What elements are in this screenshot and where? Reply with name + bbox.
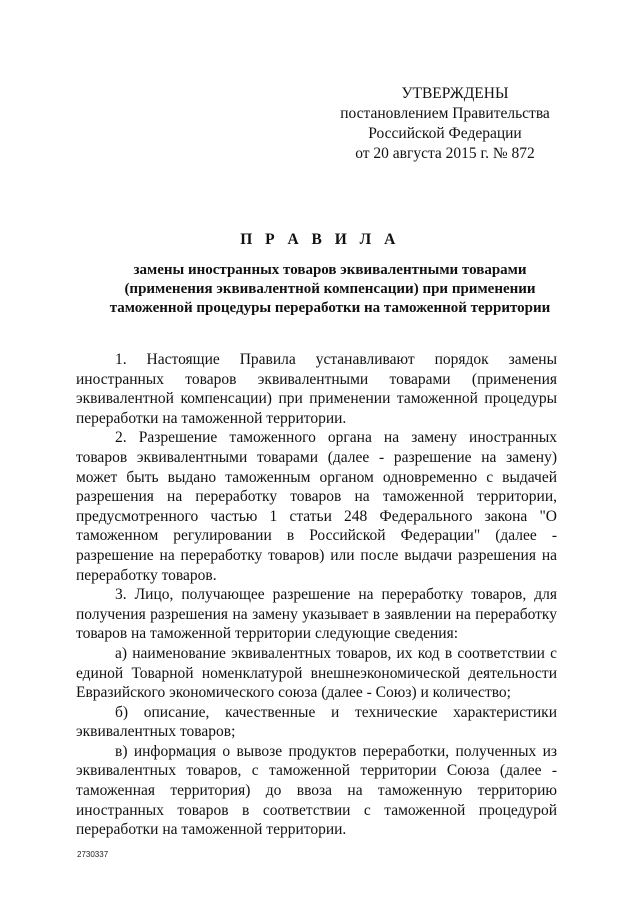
approval-block [330, 84, 560, 164]
paragraph-2: 2. Разрешение таможенного органа на замену иностранных товаров эквивалентными товарами (далее - разрешение на замену) может быть выдано таможенным органом одновременно с выдачей разрешения на переработку товаров на таможенной территории, предусмотренного частью 1 статьи 248 Федерального закона "О таможенном регулировании в Российской Федерации" (далее - разрешение на переработку товаров) или после выдачи разрешения на переработку товаров. [76, 429, 557, 584]
document-code: 2730337 [77, 850, 109, 859]
document-title: П Р А В И Л А [240, 231, 400, 248]
paragraph-1: 1. Настоящие Правила устанавливают порядок замены иностранных товаров эквивалентными товарами (применения эквивалентной компенсации) при применении таможенной процедуры переработки на таможенной территории. [76, 351, 557, 427]
subtitle-line: таможенной процедуры переработки на таможенной территории [109, 300, 551, 316]
subtitle-line: замены иностранных товаров эквивалентными товарами [133, 262, 527, 278]
paragraph-3a: а) наименование эквивалентных товаров, их код в соответствии с единой Товарной номенклатурой внешнеэкономической деятельности Евразийского экономического союза (далее - Союз) и количество; [76, 644, 557, 702]
paragraph-3b: б) описание, качественные и технические характеристики эквивалентных товаров; [76, 703, 557, 741]
paragraph-3: 3. Лицо, получающее разрешение на переработку товаров, для получения разрешения на замену указывает в заявлении на переработку товаров на таможенной территории следующие сведения: [76, 586, 557, 643]
approval-title: УТВЕРЖДЕНЫ [401, 85, 509, 102]
subtitle-line: (применения эквивалентной компенсации) при применении [124, 281, 536, 297]
approval-date-line: от 20 августа 2015 г. № 872 [355, 145, 535, 162]
approval-line: Российской Федерации [368, 125, 522, 142]
approval-line: постановлением Правительства [340, 105, 550, 122]
document-subtitle [70, 261, 590, 318]
document-body [76, 350, 557, 840]
paragraph-3c: в) информация о вывозе продуктов переработки, полученных из эквивалентных товаров, с таможенной территории Союза (далее - таможенная территория) до ввоза на таможенную территорию иностранных товаров в соответствии с таможенной процедурой переработки на таможенной территории. [76, 742, 557, 839]
